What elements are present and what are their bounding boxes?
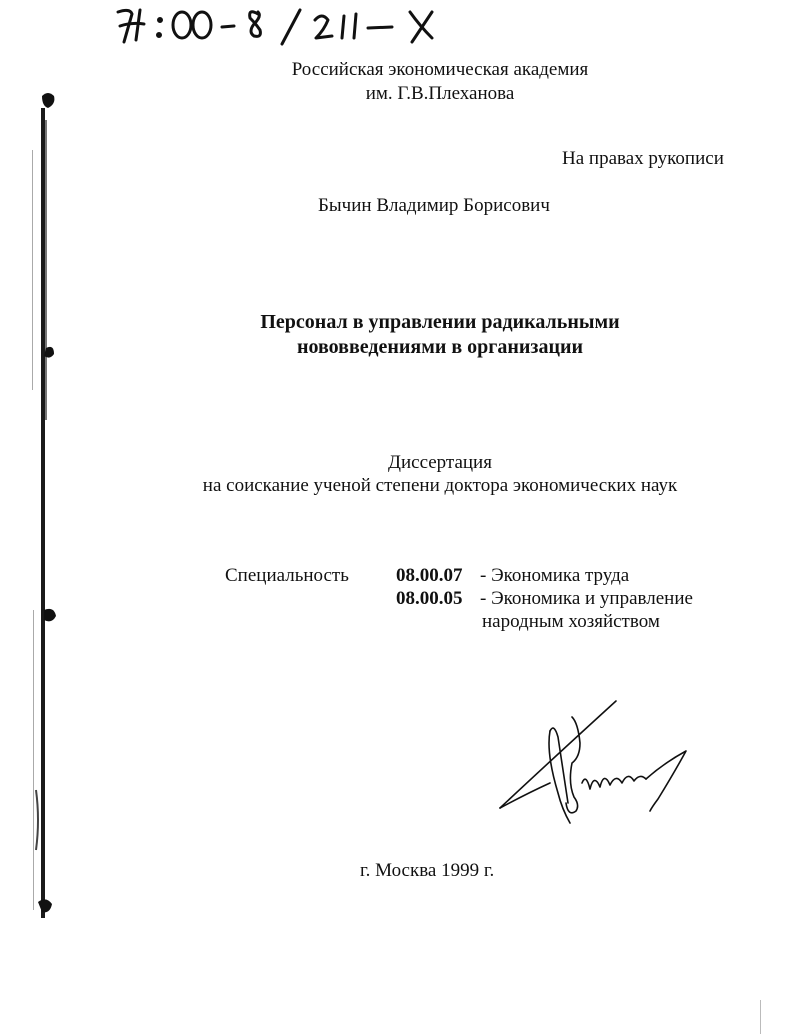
specialty-name: - Экономика труда <box>480 565 630 586</box>
city-year: г. Москва 1999 г. <box>360 860 495 881</box>
specialty-code: 08.00.05 <box>396 588 463 609</box>
specialty-names <box>480 564 693 633</box>
scan-artifact <box>760 1000 771 1034</box>
handwritten-signature <box>488 693 698 833</box>
specialty-name: - Экономика и управление <box>480 588 693 609</box>
specialty-code: 08.00.07 <box>396 565 463 586</box>
specialty-label: Специальность <box>225 565 349 586</box>
dissertation-title <box>140 310 740 360</box>
specialty-codes <box>396 564 463 610</box>
manuscript-rights-note: На правах рукописи <box>562 148 724 169</box>
institution-name <box>120 58 760 106</box>
handwritten-catalog-code <box>110 0 490 55</box>
title-line-2: нововведениями в организации <box>296 336 584 358</box>
institution-line-1: Российская экономическая академия <box>291 59 589 80</box>
dissertation-label: Диссертация <box>388 452 492 473</box>
title-line-1: Персонал в управлении радикальными <box>260 311 620 333</box>
institution-line-2: им. Г.В.Плеханова <box>365 83 515 104</box>
degree-description: на соискание ученой степени доктора экономических наук <box>202 475 678 496</box>
binding-edge-mark <box>28 90 68 930</box>
dissertation-degree <box>110 451 770 497</box>
specialty-name-continued: народным хозяйством <box>482 611 660 632</box>
author-name: Бычин Владимир Борисович <box>318 195 550 216</box>
